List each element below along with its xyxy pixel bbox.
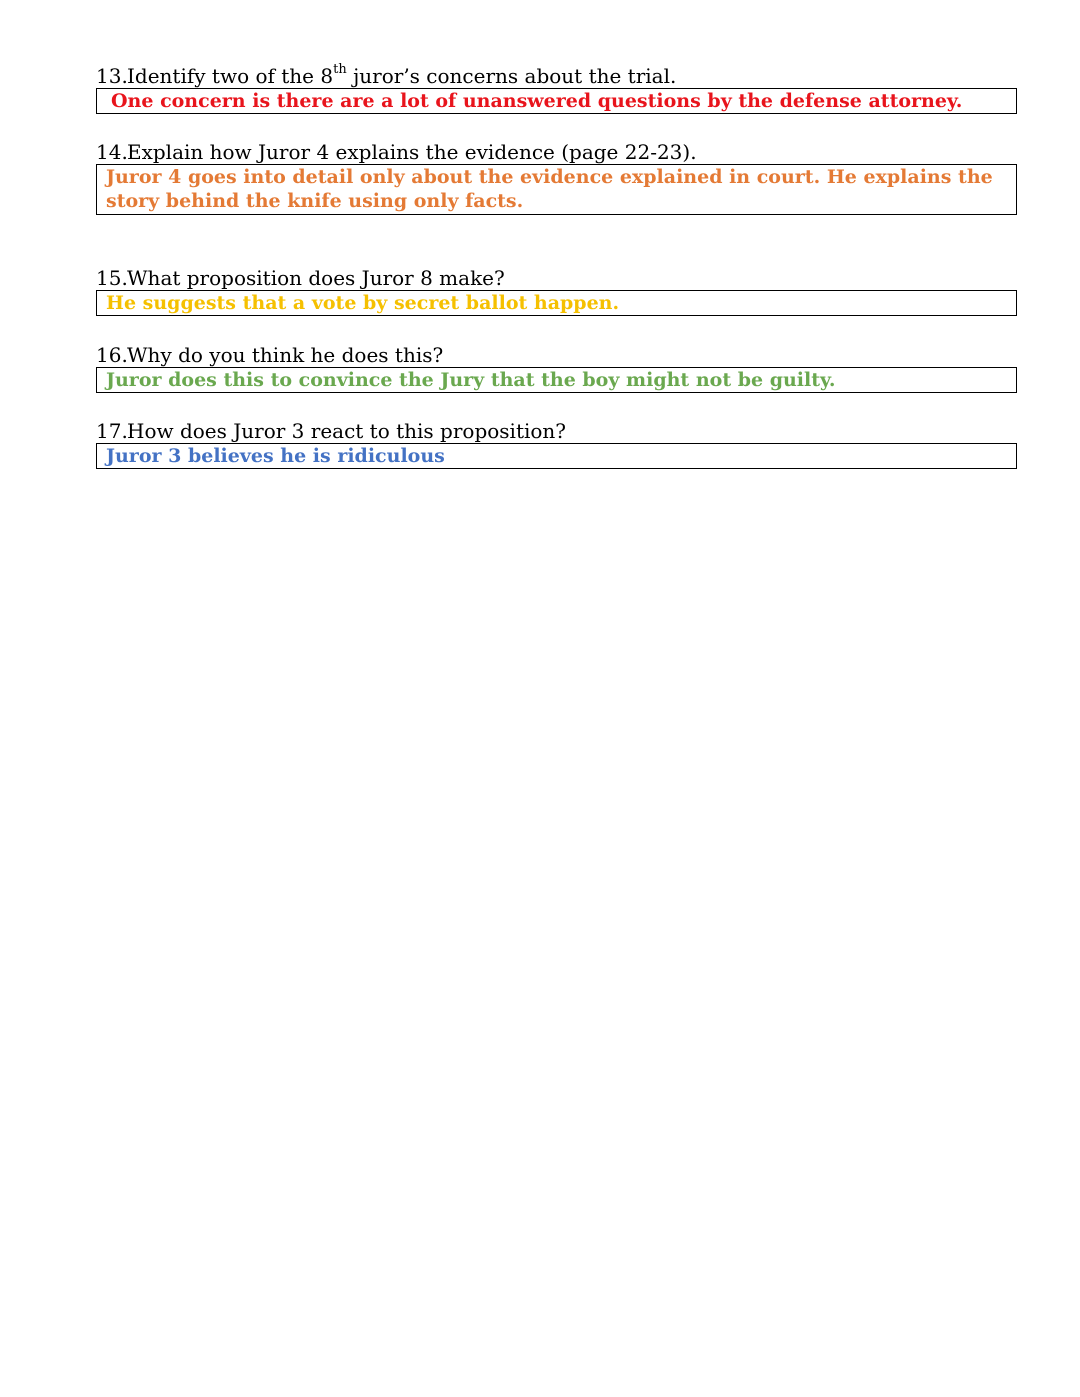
question-text-part: Identify two of the 8 (127, 64, 334, 88)
question-15-prompt (96, 266, 1017, 290)
question-14-prompt (96, 140, 1017, 164)
question-text (127, 64, 676, 88)
answer-box-15[interactable]: He suggests that a vote by secret ballot happen. (96, 290, 1017, 316)
question-13 (96, 64, 1017, 114)
answer-box-16[interactable]: Juror does this to convince the Jury that the boy might not be guilty. (96, 367, 1017, 393)
question-number: 17. (96, 419, 128, 443)
question-text: Why do you think he does this? (127, 343, 444, 367)
question-17-prompt (96, 419, 1017, 443)
ordinal-superscript: th (333, 62, 347, 78)
question-13-prompt (96, 64, 1017, 88)
question-16-prompt (96, 343, 1017, 367)
question-number: 14. (96, 140, 128, 164)
answer-box-13[interactable]: One concern is there are a lot of unanswered questions by the defense attorney. (96, 88, 1017, 114)
question-15 (96, 266, 1017, 316)
answer-box-14[interactable]: Juror 4 goes into detail only about the evidence explained in court. He explains the story behind the knife using only facts. (96, 164, 1017, 215)
question-text: Explain how Juror 4 explains the evidence (page 22-23). (127, 140, 697, 164)
answer-box-17[interactable]: Juror 3 believes he is ridiculous (96, 443, 1017, 469)
question-text: How does Juror 3 react to this proposition? (127, 419, 567, 443)
question-text: What proposition does Juror 8 make? (127, 266, 505, 290)
question-16 (96, 343, 1017, 393)
question-number: 13. (96, 64, 128, 88)
question-number: 15. (96, 266, 128, 290)
question-text-part: juror’s concerns about the trial. (346, 64, 677, 88)
question-number: 16. (96, 343, 128, 367)
question-14 (96, 140, 1017, 215)
question-17 (96, 419, 1017, 469)
